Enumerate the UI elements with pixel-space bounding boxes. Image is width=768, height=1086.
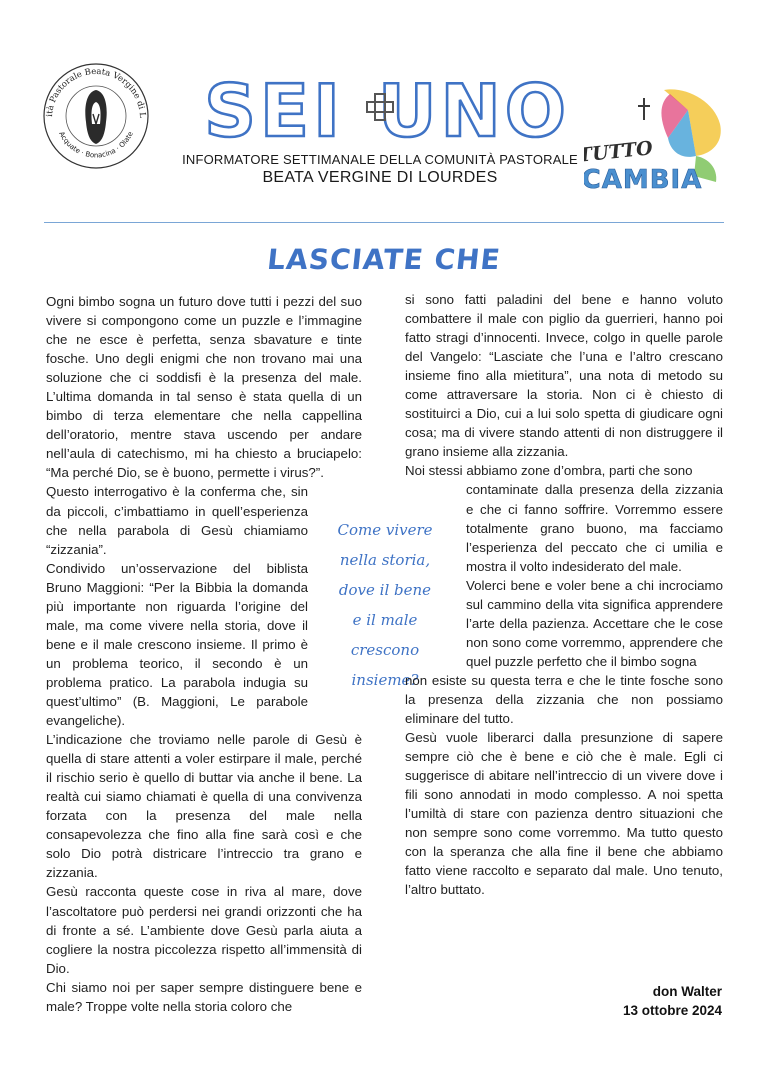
masthead-subtitle: BEATA VERGINE DI LOURDES: [262, 169, 498, 186]
paragraph: Noi stessi abbiamo zone d’ombra, parti che sono: [405, 463, 693, 479]
logo-cambia: CAMBIA: [584, 165, 703, 195]
community-logo: [34, 52, 158, 176]
logo-arc-subtext: Acquate · Bonacina · Olate: [57, 130, 135, 160]
header-divider: [44, 222, 724, 223]
pull-quote-line: crescono: [350, 641, 420, 659]
paragraph: Questo interrogativo è la conferma che, sin da piccoli, c’imbattiamo in quell’esperienza che nella parabola di Gesù chiamiamo “zizzania”.: [46, 484, 308, 557]
pull-quote-line: e il male: [352, 611, 418, 629]
paragraph: Gesù vuole liberarci dalla presunzione di sapere sempre ciò che è bene e ciò che è male. Egli ci suggerisce di abitare nell’intreccio di un vivere dove i fili sono annodati in modo complesso. A noi spetta l’umiltà di stare con pazienza dentro situazioni che non sempre sono come vorremmo. Ma tutto questo con la speranza che alla fine il bene che abbiamo fatto viene raccolto e separato dal male. Uno tenuto, l’altro buttato.: [405, 730, 723, 898]
paragraph: si sono fatti paladini del bene e hanno voluto combattere il male con piglio da guerrieri, hanno poi fatto stragi d’innocenti. Invece, colgo in quelle parole del Vangelo: “Lasciate che l’una e l’altro crescano insieme fino alla mietitura”, una nota di metodo su come attraversare la storia. Non ci è chiesto di sostituirci a Dio, cui a lui solo spetta di giudicare ogni cosa; ma di vivere stando attenti di non distruggere il grano insieme alla zizzania.: [405, 292, 723, 460]
logo-arc-text: ità Pastorale Beata Vergine di L: [45, 66, 148, 119]
masthead-sei: SEI: [204, 72, 344, 146]
article-column-left: [46, 292, 362, 1016]
article-title: LASCIATE CHE: [265, 243, 503, 276]
paragraph: non esiste su questa terra e che le tinte fosche sono la presenza della zizzania che non possiamo eliminare del tutto.: [405, 672, 723, 727]
masthead: [170, 72, 590, 187]
pull-quote-line: insieme?: [351, 671, 419, 689]
masthead-tagline: INFORMATORE SETTIMANALE DELLA COMUNITÀ PASTORALE: [182, 152, 578, 167]
paragraph: Ogni bimbo sogna un futuro dove tutti i pezzi del suo vivere si compongono come un puzzle e l’immagine che ne esce è perfetta, senza sbavature e tinte fosche. Uno degli enigmi che non trovano mai una soluzione che ci soddisfi è la presenza del male. L’ultima domanda in tal senso è stata quella di un bimbo di terza elementare che nella cappellina dell’oratorio, mentre stava uscendo per andare nell’aula di catechismo, mi ha chiesto a bruciapelo: “Ma perché Dio, se è buono, permette i virus?”.: [46, 294, 362, 481]
paragraph: Volerci bene e voler bene a chi incrociamo sul cammino della vita significa apprendere l’arte della pazienza. Accettare che le cose non sono come vorremmo, apprendere che quel puzzle perfetto che il bimbo sogna: [466, 577, 723, 669]
article-date: 13 ottobre 2024: [622, 1003, 722, 1018]
masthead-uno: UNO: [378, 72, 570, 146]
paragraph: Gesù racconta queste cose in riva al mare, dove l’ascoltatore può perdersi nei grandi orizzonti che ha di fronte a sé. L’ambiente dove Gesù parla aiuta a cogliere la nostra piccolezza rispetto all’immensità di Dio.: [46, 884, 362, 976]
paragraph: L’indicazione che troviamo nelle parole di Gesù è quella di stare attenti a voler estirpare il male, perché il rischio serio è quello di buttar via anche il bene. La realtà cui siamo chiamati è quella di una convivenza forzata con la presenza del male nella consapevolezza che fino alla fine sarà così e che solo Dio potrà districare l’intreccio tra grano e zizzania.: [46, 732, 362, 881]
pull-quote-line: Come vivere: [337, 521, 433, 539]
pull-quote-line: nella storia,: [339, 551, 431, 569]
tutto-cambia-logo: [584, 80, 730, 200]
pull-quote-line: dove il bene: [338, 581, 432, 599]
author-name: don Walter: [652, 984, 722, 999]
signature: [623, 982, 722, 1020]
logo-tutto: TUTTO: [584, 137, 654, 167]
masthead-logotype: [178, 72, 582, 146]
paragraph: Condivido un’osservazione del biblista Bruno Maggioni: “Per la Bibbia la domanda più importante non riguarda l’origine del male, ma come vivere nella storia, dove il bene e il male crescono insieme. Il primo è un problema teorico, il secondo è un problema pratico. La parabola indugia su quest’ultimo” (B. Maggioni, Le parabole evangeliche).: [46, 560, 308, 729]
paragraph: Chi siamo noi per saper sempre distinguere bene e male? Troppe volte nella storia coloro che: [46, 979, 362, 1014]
paragraph: contaminate dalla presenza della zizzania e che ci fanno soffrire. Vorremmo essere totalmente grano buono, ma facciamo l’esperienza del peccato che ci umilia e mostra il volto indesiderato del male.: [466, 482, 723, 574]
article-column-right: [405, 290, 723, 900]
